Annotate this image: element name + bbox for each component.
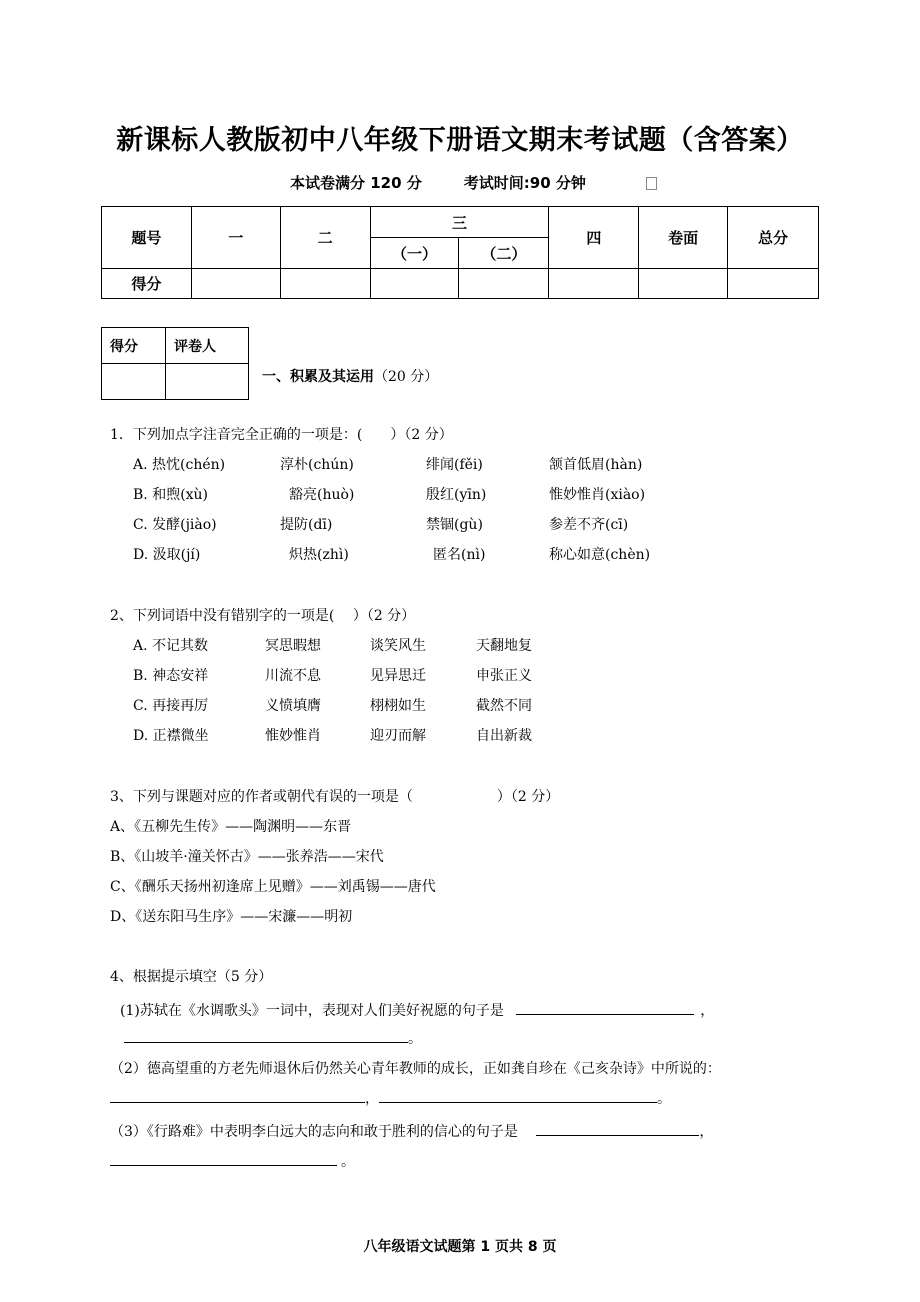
full-marks: 本试卷满分 120 分 [290, 174, 422, 192]
answer-blank[interactable] [110, 1151, 337, 1166]
q1-b3: 殷红(yīn) [426, 487, 487, 503]
header-part-2: 二 [280, 207, 370, 269]
q2-d2: 惟妙惟肖 [265, 728, 321, 744]
grader-score-label: 得分 [102, 328, 166, 364]
q2-c2: 义愤填膺 [265, 698, 321, 714]
q1-d3: 匿名(nì) [433, 547, 486, 563]
answer-blank[interactable] [379, 1088, 657, 1103]
grader-name-cell[interactable] [166, 364, 249, 400]
q4-sub3-line2 [110, 1151, 355, 1171]
q4-sub1-text: (1)苏轼在《水调歌头》一词中，表现对人们美好祝愿的句子是 [120, 1003, 504, 1019]
answer-blank[interactable] [516, 1000, 694, 1015]
score-row-label: 得分 [102, 269, 192, 299]
header-part-4: 四 [549, 207, 639, 269]
score-cell[interactable] [459, 269, 549, 299]
q1-stem: 1．下列加点字注音完全正确的一项是：( ）（2 分） [110, 427, 453, 443]
score-cell[interactable] [728, 269, 819, 299]
q4-sub2-line2 [110, 1088, 671, 1108]
score-cell[interactable] [280, 269, 370, 299]
q1-c1: C. 发酵(jiào) [133, 517, 217, 533]
section-1-title: 一、积累及其运用 [262, 369, 374, 385]
q1-b2: 豁亮(huò) [289, 487, 355, 503]
page-title: 新课标人教版初中八年级下册语文期末考试题（含答案） [116, 125, 804, 156]
score-cell[interactable] [191, 269, 280, 299]
score-cell[interactable] [370, 269, 459, 299]
grader-name-label: 评卷人 [166, 328, 249, 364]
q2-d1: D. 正襟微坐 [133, 728, 209, 744]
q2-d4: 自出新裁 [476, 728, 532, 744]
grader-table [101, 327, 249, 400]
q4-stem: 4、根据提示填空（5 分） [110, 969, 273, 985]
score-table [101, 206, 819, 299]
checkbox-icon [646, 177, 657, 190]
q2-a3: 谈笑风生 [370, 638, 426, 654]
period: 。 [657, 1091, 671, 1107]
q3-option-b: B、《山坡羊·潼关怀古》——张养浩——宋代 [110, 849, 384, 865]
header-part-1: 一 [191, 207, 280, 269]
q4-sub2: （2）德高望重的方老先师退休后仍然关心青年教师的成长，正如龚自珍在《己亥杂诗》中所说的： [110, 1061, 721, 1077]
section-1-heading [262, 366, 438, 386]
answer-blank[interactable] [124, 1028, 408, 1043]
q1-c2: 提防(dī) [280, 517, 333, 533]
q4-sub3 [110, 1121, 713, 1141]
q3-option-c: C、《酬乐天扬州初逢席上见赠》——刘禹锡——唐代 [110, 879, 436, 895]
answer-blank[interactable] [536, 1121, 699, 1136]
q1-b1: B. 和煦(xù) [133, 487, 209, 503]
page-footer: 八年级语文试题第 1 页共 8 页 [363, 1239, 557, 1255]
exam-info [290, 172, 657, 193]
score-cell[interactable] [639, 269, 728, 299]
section-1-points: （20 分） [374, 369, 439, 385]
header-part-3a: （一） [370, 238, 459, 269]
q1-d2: 炽热(zhì) [289, 547, 349, 563]
q1-a1: A. 热忱(chén) [133, 457, 226, 473]
grader-score-cell[interactable] [102, 364, 166, 400]
q2-b1: B. 神态安祥 [133, 668, 209, 684]
q1-d1: D. 汲取(jí) [133, 547, 201, 563]
q2-a1: A. 不记其数 [133, 638, 209, 654]
q4-sub1-line2 [124, 1028, 422, 1048]
q2-stem: 2、下列词语中没有错别字的一项是( ）（2 分） [110, 608, 416, 624]
q1-d4: 称心如意(chèn) [549, 547, 651, 563]
exam-time: 考试时间:90 分钟 [463, 174, 586, 192]
header-total: 总分 [728, 207, 819, 269]
q3-option-a: A、《五柳先生传》——陶渊明——东晋 [110, 819, 352, 835]
q2-b4: 申张正义 [476, 668, 532, 684]
q1-c4: 参差不齐(cī) [549, 517, 629, 533]
q4-sub1 [120, 1000, 714, 1020]
comma: ， [700, 1003, 715, 1019]
q2-c1: C. 再接再厉 [133, 698, 209, 714]
q1-c3: 禁锢(gù) [426, 517, 483, 533]
comma: ， [365, 1091, 379, 1107]
q1-b4: 惟妙惟肖(xiào) [549, 487, 646, 503]
header-part-3b: （二） [459, 238, 549, 269]
q2-d3: 迎刃而解 [370, 728, 426, 744]
q2-b2: 川流不息 [265, 668, 321, 684]
header-question-number: 题号 [102, 207, 192, 269]
score-cell[interactable] [549, 269, 639, 299]
answer-blank[interactable] [110, 1088, 365, 1103]
header-presentation: 卷面 [639, 207, 728, 269]
q1-a4: 颔首低眉(hàn) [549, 457, 643, 473]
q2-c4: 截然不同 [476, 698, 532, 714]
q3-stem: 3、下列与课题对应的作者或朝代有误的一项是（ ）（2 分） [110, 789, 560, 805]
q4-sub3-text: （3）《行路难》中表明李白远大的志向和敢于胜利的信心的句子是 [110, 1124, 518, 1140]
q2-a4: 天翻地复 [476, 638, 532, 654]
q3-option-d: D、《送东阳马生序》——宋濂——明初 [110, 909, 353, 925]
period: 。 [341, 1154, 355, 1170]
q2-b3: 见异思迁 [370, 668, 426, 684]
header-part-3: 三 [370, 207, 549, 238]
comma: ， [699, 1124, 714, 1140]
q2-a2: 冥思暇想 [265, 638, 321, 654]
period: 。 [408, 1031, 422, 1047]
q1-a2: 淳朴(chún) [280, 457, 354, 473]
q1-a3: 绯闻(fěi) [426, 457, 483, 473]
q2-c3: 栩栩如生 [370, 698, 426, 714]
